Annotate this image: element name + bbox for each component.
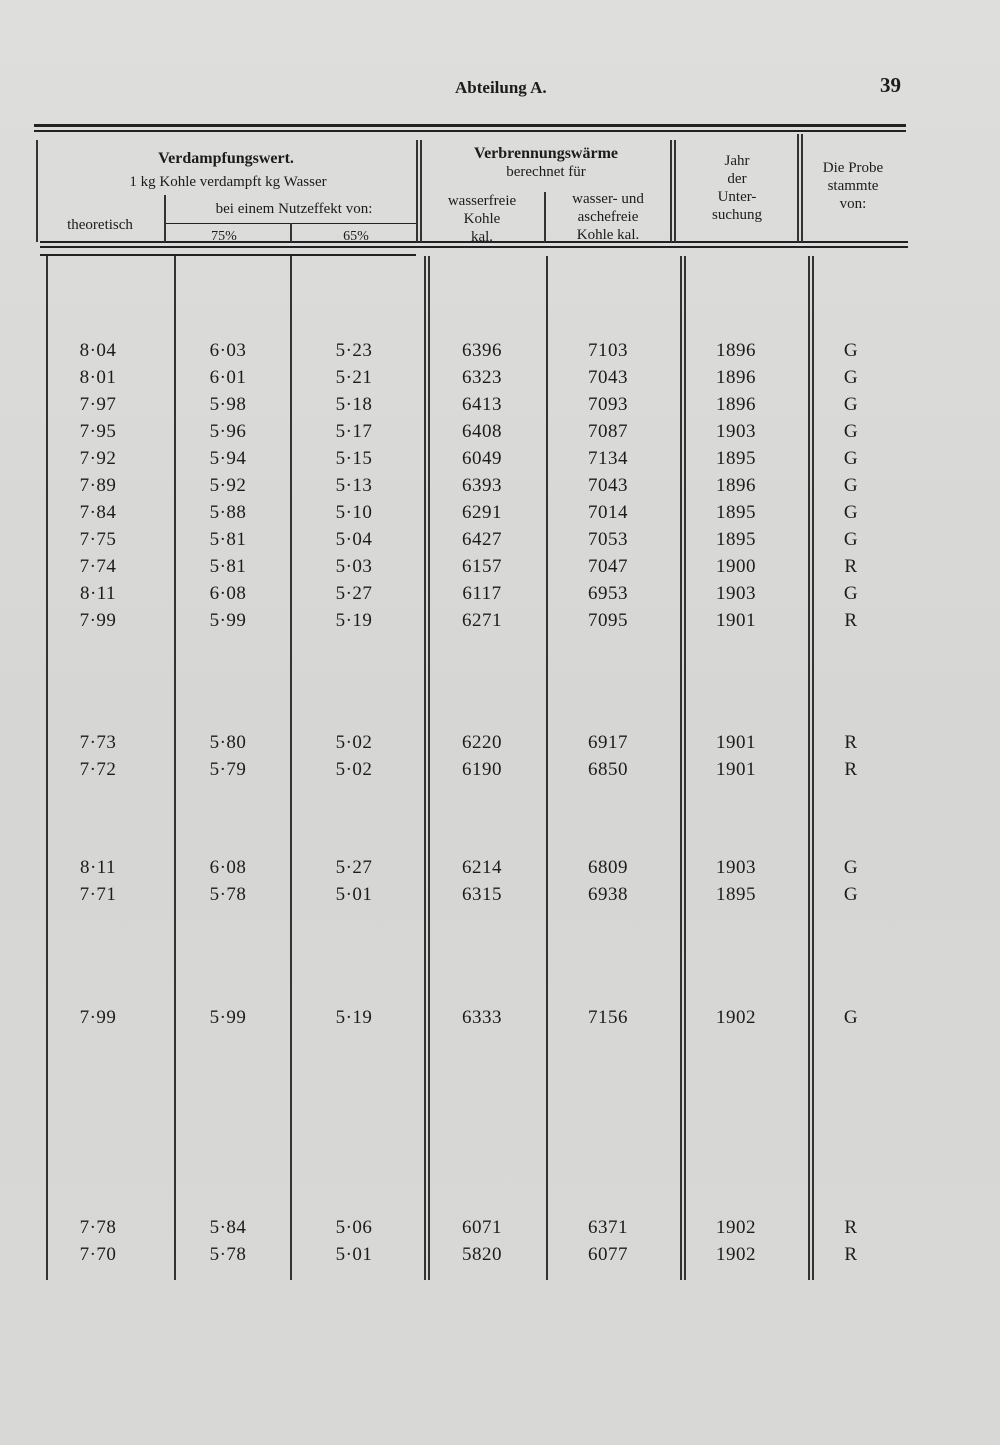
cell-wasserfrei: 6413 [462,394,502,415]
cell-p75: 5·81 [209,529,247,550]
cell-aschefrei: 6809 [588,857,628,878]
cell-p65: 5·02 [335,759,373,780]
header-group1-title: Verdampfungswert. [158,150,294,167]
cell-probe: R [844,759,858,780]
cell-p75: 5·81 [209,556,247,577]
cell-jahr: 1903 [716,421,756,442]
cell-p75: 6·08 [209,857,247,878]
cell-jahr: 1895 [716,448,756,469]
cell-aschefrei: 7087 [588,421,628,442]
cell-theoretisch: 8·11 [79,583,117,604]
cell-jahr: 1903 [716,583,756,604]
cell-aschefrei: 7103 [588,340,628,361]
header-probe-1: Die Probe [822,160,884,176]
header-group2-title: Verbrennungswärme [473,145,619,162]
cell-aschefrei: 6953 [588,583,628,604]
cell-wasserfrei: 6271 [462,610,502,631]
running-head: Abteilung A. [455,78,547,97]
cell-wasserfrei: 6408 [462,421,502,442]
header-rule-2 [40,246,908,248]
header-65-percent: 65% [343,229,369,244]
col-line-0 [46,256,48,1280]
header-aschefreie-1: wasser- und [572,191,644,207]
cell-p75: 5·78 [209,884,247,905]
cell-p65: 5·23 [335,340,373,361]
cell-jahr: 1896 [716,367,756,388]
col-line-2 [290,256,292,1280]
cell-aschefrei: 7156 [588,1007,628,1028]
cell-jahr: 1903 [716,857,756,878]
cell-probe: G [843,394,859,415]
top-rule-thin [34,130,906,132]
hdr-col-line-5a [670,140,672,242]
cell-wasserfrei: 6315 [462,884,502,905]
cell-theoretisch: 7·99 [79,610,117,631]
cell-p75: 5·79 [209,759,247,780]
cell-probe: R [844,1217,858,1238]
cell-aschefrei: 6938 [588,884,628,905]
col-line-6b [812,256,814,1280]
cell-jahr: 1901 [716,610,756,631]
header-wasserfreie-3: kal. [470,229,494,245]
cell-theoretisch: 7·73 [79,732,117,753]
hdr-col-line-3b [420,140,422,242]
hdr-col-line-5b [674,140,676,242]
header-group2-sub: berechnet für [506,164,586,180]
col-line-6a [808,256,810,1280]
header-jahr-2: der [727,171,747,187]
header-jahr-3: Unter- [717,189,757,205]
cell-probe: R [844,610,858,631]
cell-p75: 6·03 [209,340,247,361]
col-line-3a [424,256,426,1280]
hdr-col-line-4 [544,192,546,242]
cell-p65: 5·01 [335,1244,373,1265]
cell-probe: G [843,502,859,523]
cell-theoretisch: 7·74 [79,556,117,577]
col-line-3b [428,256,430,1280]
cell-theoretisch: 8·11 [79,857,117,878]
cell-p65: 5·02 [335,732,373,753]
top-rule [34,124,906,127]
cell-wasserfrei: 6427 [462,529,502,550]
col-line-1 [174,256,176,1280]
cell-wasserfrei: 6291 [462,502,502,523]
cell-probe: G [843,1007,859,1028]
cell-probe: G [843,857,859,878]
cell-theoretisch: 7·71 [79,884,117,905]
cell-probe: R [844,1244,858,1265]
cell-aschefrei: 7014 [588,502,628,523]
cell-probe: G [843,367,859,388]
cell-aschefrei: 7043 [588,367,628,388]
cell-jahr: 1902 [716,1217,756,1238]
cell-theoretisch: 7·99 [79,1007,117,1028]
cell-p65: 5·21 [335,367,373,388]
cell-theoretisch: 7·78 [79,1217,117,1238]
cell-probe: G [843,448,859,469]
hdr-col-line-2 [290,223,292,242]
cell-theoretisch: 7·84 [79,502,117,523]
header-nutzeffekt: bei einem Nutzeffekt von: [215,201,373,217]
cell-p65: 5·01 [335,884,373,905]
header-75-percent: 75% [211,229,237,244]
cell-theoretisch: 8·01 [79,367,117,388]
cell-jahr: 1901 [716,759,756,780]
cell-p65: 5·13 [335,475,373,496]
cell-wasserfrei: 6071 [462,1217,502,1238]
cell-aschefrei: 7043 [588,475,628,496]
cell-p65: 5·27 [335,857,373,878]
header-probe-3: von: [839,196,867,212]
cell-p75: 5·99 [209,1007,247,1028]
header-wasserfreie-1: wasserfreie [447,193,517,209]
cell-p75: 6·01 [209,367,247,388]
frame-left [36,140,38,242]
hdr-col-line-3a [416,140,418,242]
cell-wasserfrei: 6117 [462,583,502,604]
cell-aschefrei: 7053 [588,529,628,550]
cell-jahr: 1902 [716,1007,756,1028]
cell-jahr: 1895 [716,502,756,523]
cell-p65: 5·19 [335,610,373,631]
cell-theoretisch: 8·04 [79,340,117,361]
cell-p65: 5·03 [335,556,373,577]
cell-wasserfrei: 6190 [462,759,502,780]
header-aschefreie-3: Kohle kal. [576,227,640,243]
cell-probe: G [843,475,859,496]
cell-theoretisch: 7·92 [79,448,117,469]
cell-p65: 5·10 [335,502,373,523]
cell-aschefrei: 6077 [588,1244,628,1265]
cell-p75: 5·92 [209,475,247,496]
cell-theoretisch: 7·70 [79,1244,117,1265]
cell-wasserfrei: 6049 [462,448,502,469]
header-rule-3 [40,254,416,256]
cell-wasserfrei: 6393 [462,475,502,496]
header-aschefreie-2: aschefreie [577,209,639,225]
cell-p75: 5·94 [209,448,247,469]
cell-jahr: 1895 [716,529,756,550]
cell-p75: 5·78 [209,1244,247,1265]
cell-p65: 5·06 [335,1217,373,1238]
col-line-5a [680,256,682,1280]
cell-probe: R [844,556,858,577]
cell-probe: R [844,732,858,753]
cell-p65: 5·17 [335,421,373,442]
cell-p75: 5·84 [209,1217,247,1238]
cell-p75: 6·08 [209,583,247,604]
cell-p75: 5·88 [209,502,247,523]
cell-theoretisch: 7·75 [79,529,117,550]
header-probe-2: stammte [827,178,879,194]
cell-probe: G [843,583,859,604]
header-group1-sub: 1 kg Kohle verdampft kg Wasser [129,174,327,190]
cell-jahr: 1900 [716,556,756,577]
cell-probe: G [843,529,859,550]
cell-p65: 5·19 [335,1007,373,1028]
cell-p65: 5·15 [335,448,373,469]
cell-aschefrei: 6917 [588,732,628,753]
cell-theoretisch: 7·89 [79,475,117,496]
hdr-col-line-1 [164,195,166,242]
cell-aschefrei: 7095 [588,610,628,631]
hdr-col-line-6a [797,134,799,242]
cell-probe: G [843,884,859,905]
cell-wasserfrei: 6220 [462,732,502,753]
cell-probe: G [843,421,859,442]
header-jahr-1: Jahr [724,153,750,169]
cell-wasserfrei: 6396 [462,340,502,361]
header-theoretisch: theoretisch [67,217,133,233]
cell-p75: 5·98 [209,394,247,415]
cell-p65: 5·04 [335,529,373,550]
cell-p65: 5·27 [335,583,373,604]
cell-aschefrei: 7134 [588,448,628,469]
cell-jahr: 1896 [716,394,756,415]
header-wasserfreie-2: Kohle [463,211,501,227]
cell-wasserfrei: 5820 [462,1244,502,1265]
header-jahr-4: suchung [712,207,762,223]
cell-jahr: 1896 [716,475,756,496]
cell-p75: 5·80 [209,732,247,753]
cell-wasserfrei: 6214 [462,857,502,878]
col-line-5b [684,256,686,1280]
cell-p75: 5·96 [209,421,247,442]
cell-jahr: 1902 [716,1244,756,1265]
cell-wasserfrei: 6333 [462,1007,502,1028]
hdr-col-line-6b [801,134,803,242]
cell-aschefrei: 6850 [588,759,628,780]
cell-aschefrei: 7047 [588,556,628,577]
cell-p75: 5·99 [209,610,247,631]
cell-theoretisch: 7·95 [79,421,117,442]
cell-p65: 5·18 [335,394,373,415]
cell-probe: G [843,340,859,361]
cell-jahr: 1895 [716,884,756,905]
cell-aschefrei: 7093 [588,394,628,415]
cell-jahr: 1901 [716,732,756,753]
cell-wasserfrei: 6323 [462,367,502,388]
cell-theoretisch: 7·97 [79,394,117,415]
page-number: 39 [880,73,901,97]
cell-theoretisch: 7·72 [79,759,117,780]
cell-jahr: 1896 [716,340,756,361]
col-line-4 [546,256,548,1280]
cell-wasserfrei: 6157 [462,556,502,577]
cell-aschefrei: 6371 [588,1217,628,1238]
